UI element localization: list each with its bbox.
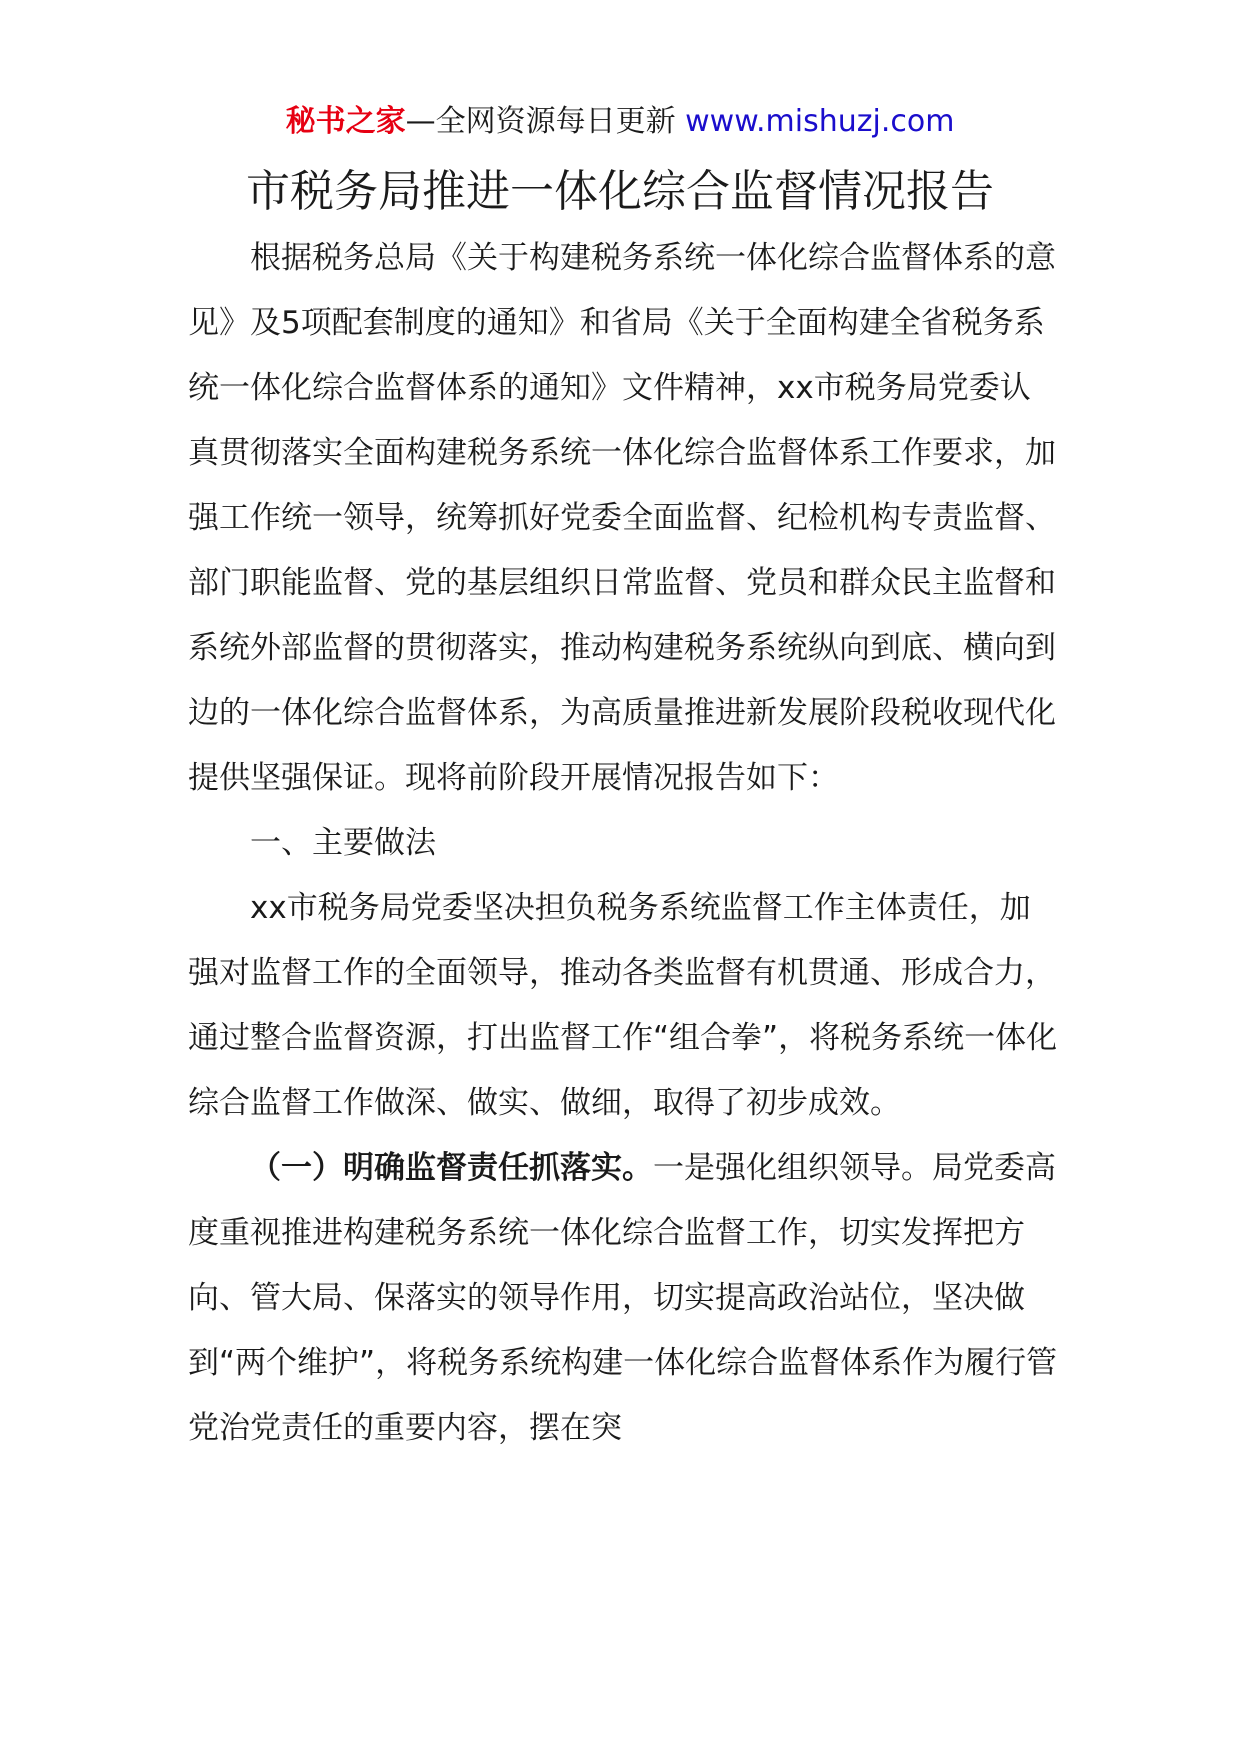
site-slogan: —全网资源每日更新 — [405, 104, 676, 139]
site-header — [0, 100, 1240, 144]
site-name: 秘书之家 — [285, 104, 406, 139]
document-body — [188, 226, 1060, 1461]
paragraph-main-practice: xx市税务局党委坚决担负税务系统监督工作主体责任，加强对监督工作的全面领导，推动各类监督有机贯通、形成合力，通过整合监督资源，打出监督工作“组合拳”，将税务系统一体化综合监督工作做深、做实、做细，取得了初步成效。 — [188, 890, 1058, 1121]
site-url-link[interactable]: www.mishuzj.com — [685, 104, 955, 139]
subsection-heading: （一）明确监督责任抓落实。 — [250, 1150, 653, 1186]
paragraph-responsibility-text: 一是强化组织领导。局党委高度重视推进构建税务系统一体化综合监督工作，切实发挥把方向、管大局、保落实的领导作用，切实提高政治站位，坚决做到“两个维护”，将税务系统构建一体化综合监督体系作为履行管党治党责任的重要内容，摆在突 — [188, 1150, 1058, 1446]
paragraph-intro: 根据税务总局《关于构建税务系统一体化综合监督体系的意见》及5项配套制度的通知》和省局《关于全面构建全省税务系统一体化综合监督体系的通知》文件精神，xx市税务局党委认真贯彻落实全面构建税务系统一体化综合监督体系工作要求，加强工作统一领导，统筹抓好党委全面监督、纪检机构专责监督、部门职能监督、党的基层组织日常监督、党员和群众民主监督和系统外部监督的贯彻落实，推动构建税务系统纵向到底、横向到边的一体化综合监督体系，为高质量推进新发展阶段税收现代化提供坚强保证。现将前阶段开展情况报告如下： — [188, 240, 1056, 796]
paragraph-responsibility — [188, 1136, 1060, 1461]
document-title: 市税务局推进一体化综合监督情况报告 — [246, 166, 994, 217]
section-heading: 一、主要做法 — [250, 825, 436, 861]
